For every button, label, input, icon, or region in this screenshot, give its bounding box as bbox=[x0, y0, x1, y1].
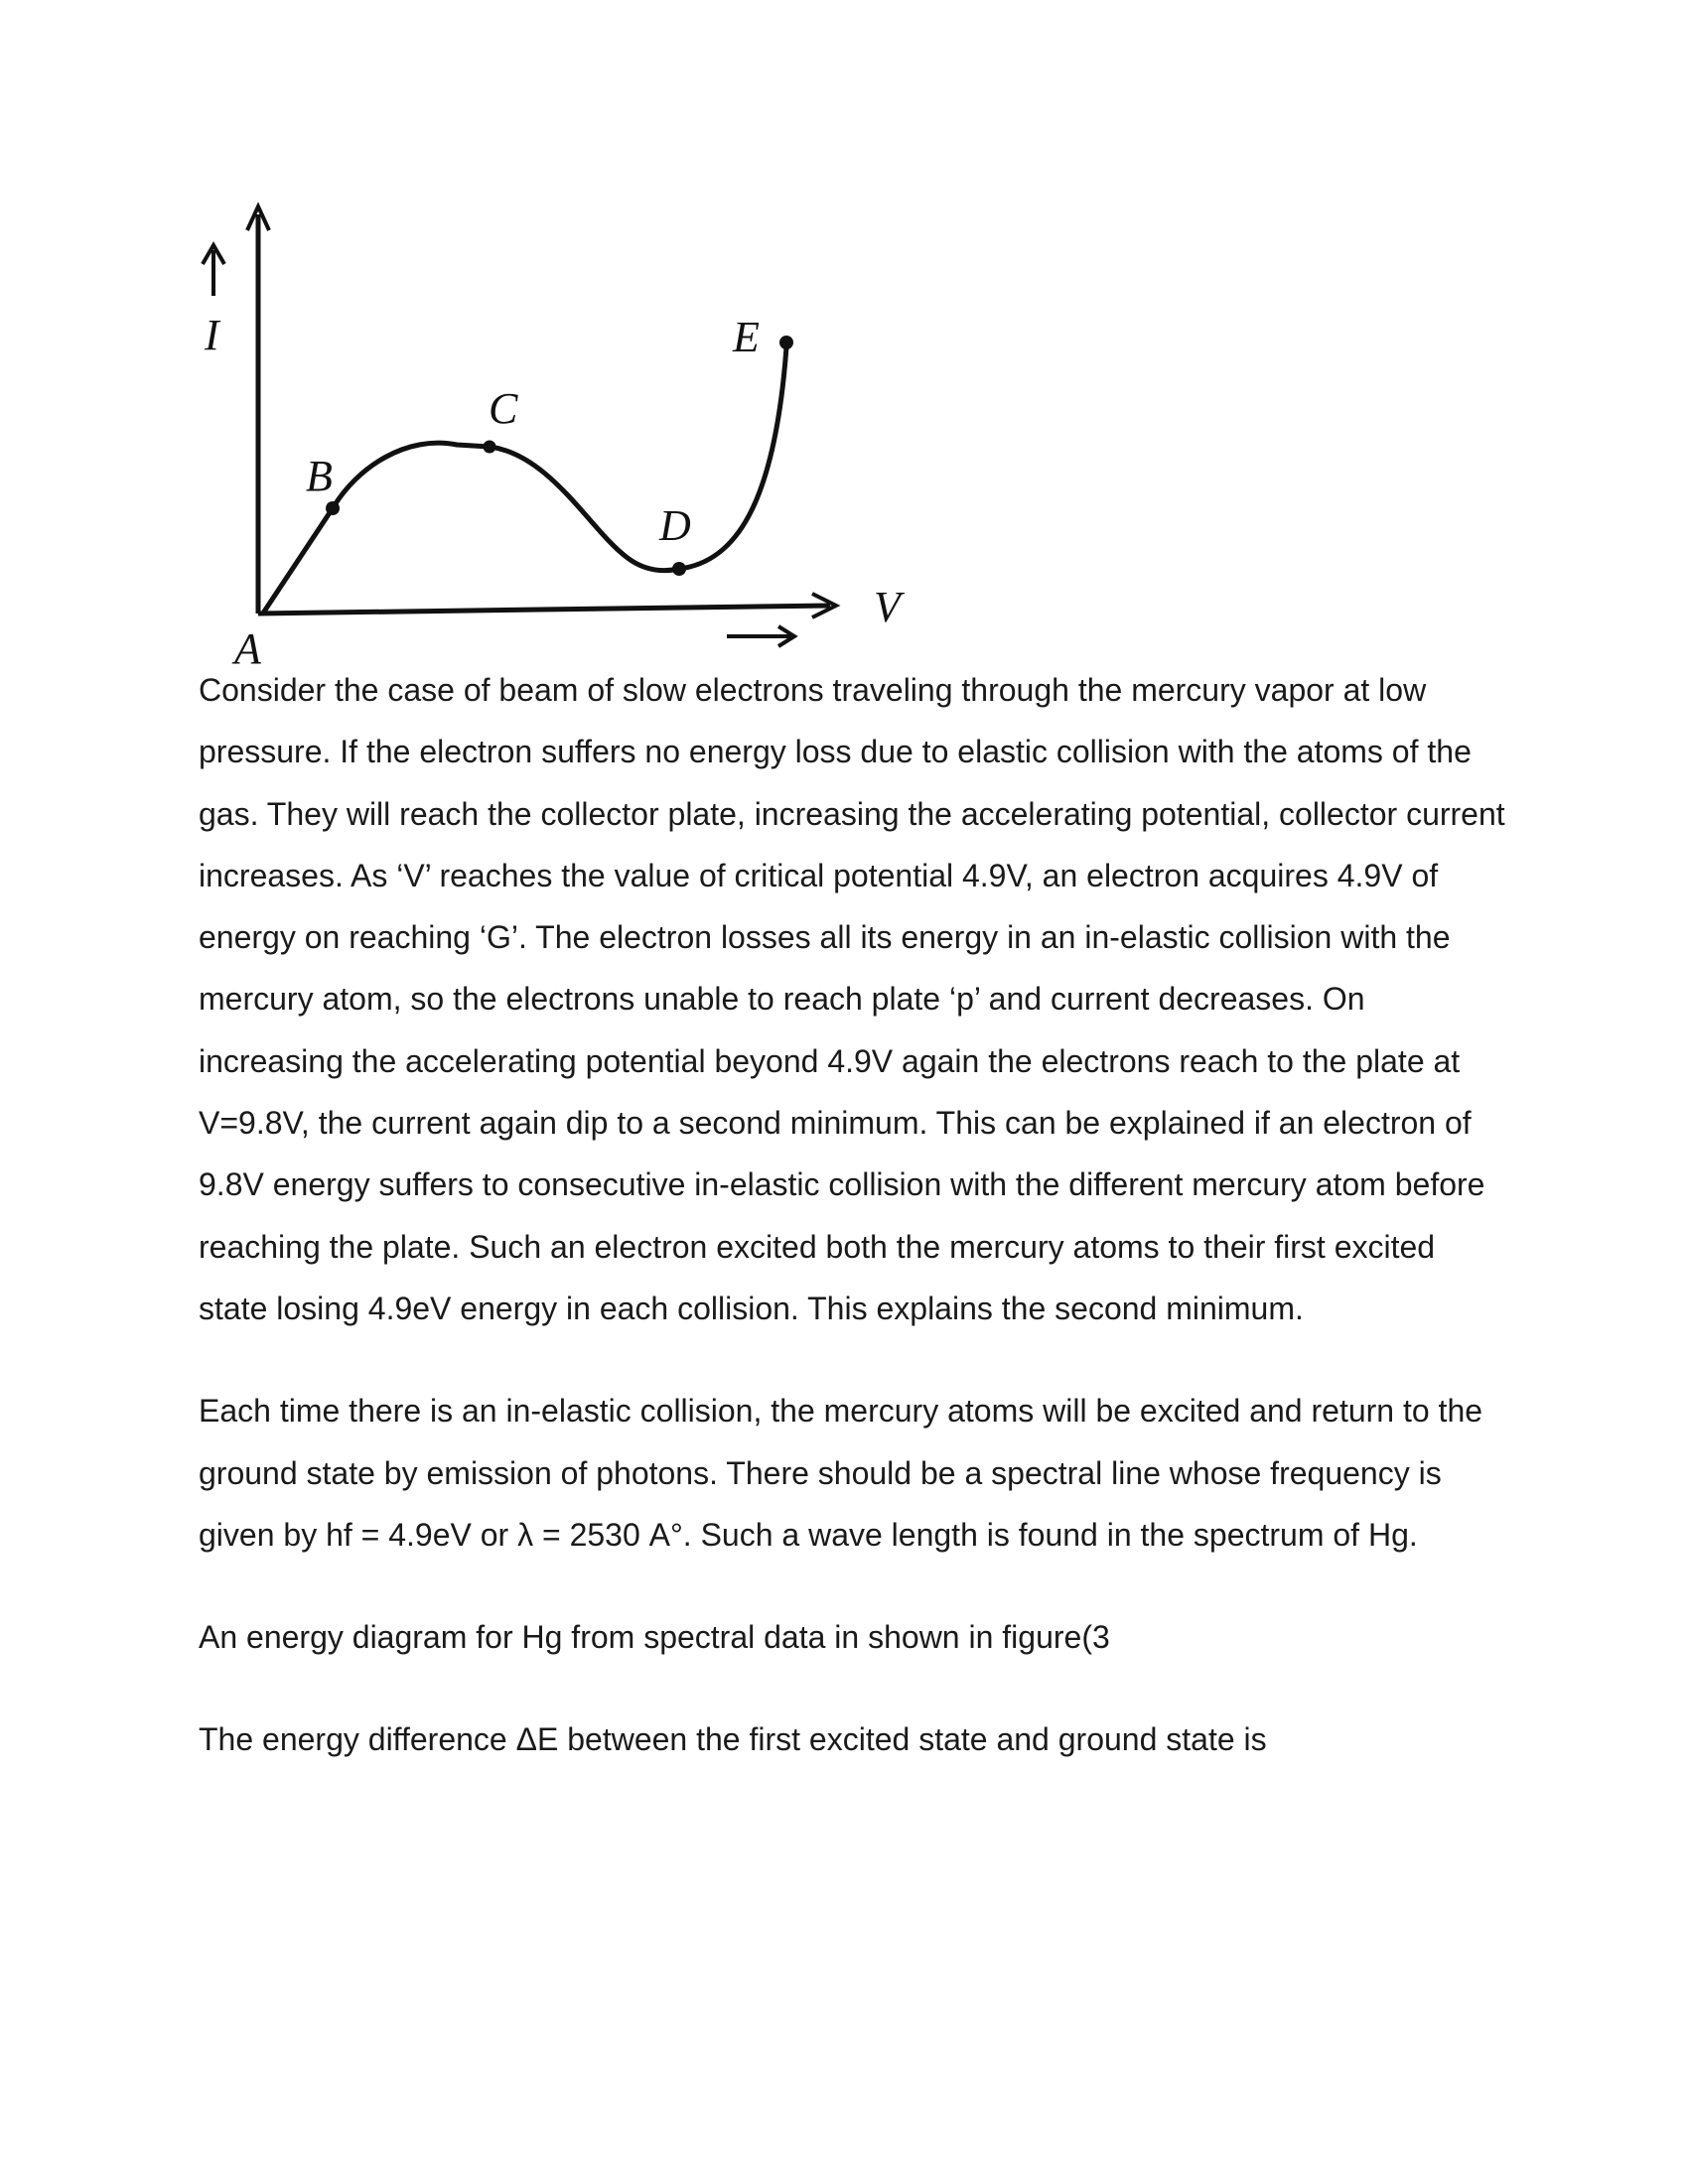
point-c-marker bbox=[484, 441, 496, 454]
current-voltage-curve bbox=[264, 347, 786, 612]
point-e-marker bbox=[779, 336, 793, 349]
franck-hertz-curve-figure bbox=[184, 199, 918, 675]
point-e-label: E bbox=[733, 313, 760, 361]
paragraph-energy-diagram: An energy diagram for Hg from spectral data in shown in figure(3 bbox=[199, 1619, 1110, 1656]
point-c-label: C bbox=[489, 384, 518, 433]
point-b-label: B bbox=[306, 452, 333, 500]
point-d-label: D bbox=[659, 501, 691, 550]
paragraph-energy-difference: The energy difference ΔE between the first excited state and ground state is bbox=[199, 1721, 1267, 1758]
y-axis-label: I bbox=[205, 311, 219, 359]
x-axis-label: V bbox=[874, 583, 901, 631]
paragraph-spectral-line: Each time there is an in-elastic collision, the mercury atoms will be excited and return to the ground state by emission of photons. There should be a spectral line whose frequency is given by hf = 4.9eV or λ = 2530 A°. Such a wave length is found in the spectrum of Hg. bbox=[199, 1393, 1483, 1553]
body-text bbox=[199, 659, 1509, 1771]
y-direction-arrow bbox=[203, 245, 224, 296]
point-b-marker bbox=[326, 501, 340, 515]
x-axis bbox=[258, 594, 836, 617]
paragraph-franck-hertz-explanation: Consider the case of beam of slow electrons traveling through the mercury vapor at low pressure. If the electron suffers no energy loss due to elastic collision with the atoms of the gas. They will reach the collector plate, increasing the accelerating potential, collector current increases. As ‘V’ reaches the value of critical potential 4.9V, an electron acquires 4.9V of energy on reaching ‘G’. The electron losses all its energy in an in-elastic collision with the mercury atom, so the electrons unable to reach plate ‘p’ and current decreases. On increasing the accelerating potential beyond 4.9V again the electrons reach to the plate at V=9.8V, the current again dip to a second minimum. This can be explained if an electron of 9.8V energy suffers to consecutive in-elastic collision with the different mercury atom before reaching the plate. Such an electron excited both the mercury atoms to their first excited state losing 4.9eV energy in each collision. This explains the second minimum. bbox=[199, 672, 1505, 1326]
point-d-marker bbox=[672, 562, 686, 576]
x-direction-arrow bbox=[727, 626, 794, 646]
origin-label: A bbox=[234, 624, 261, 673]
y-axis bbox=[247, 206, 269, 614]
